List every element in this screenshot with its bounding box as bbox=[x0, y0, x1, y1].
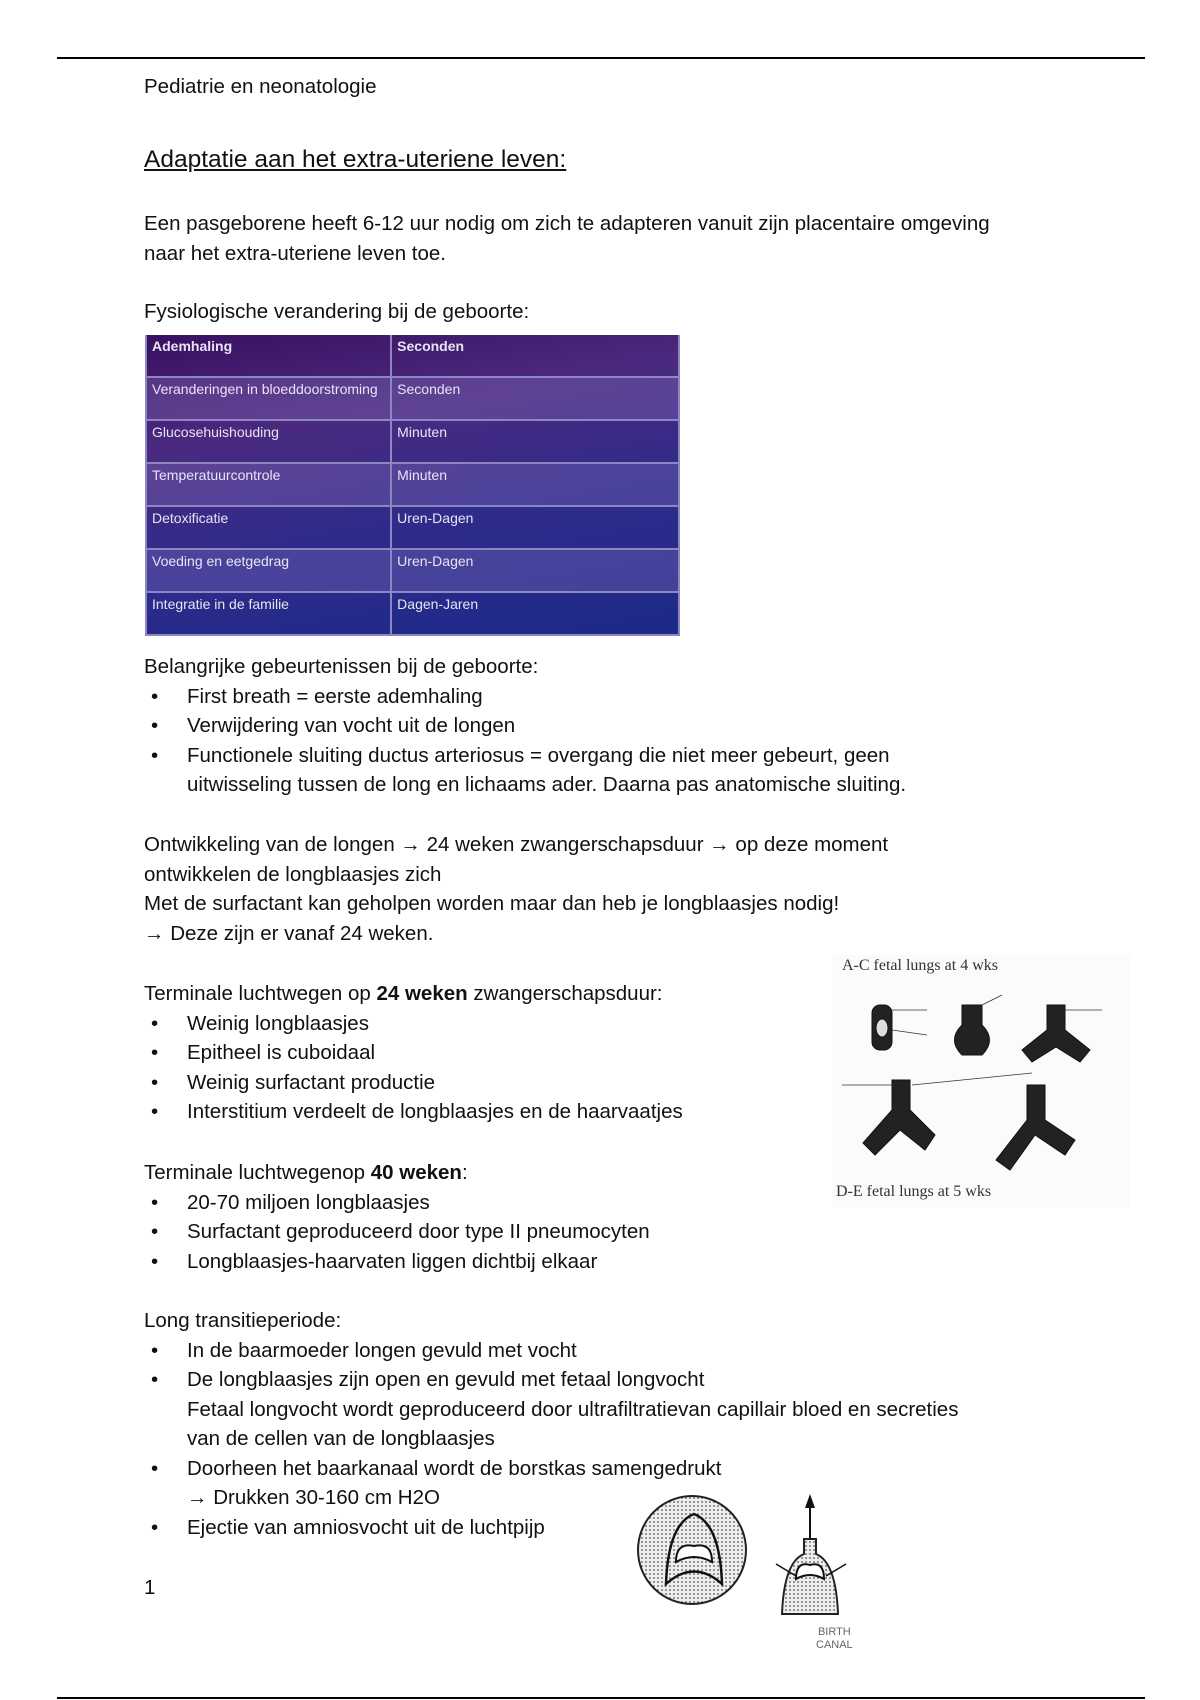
birth-canal-figure bbox=[636, 1484, 916, 1664]
intro-line: Een pasgeborene heeft 6-12 uur nodig om zich te adapteren vanuit zijn placentaire omgeving bbox=[144, 212, 990, 235]
text: Terminale luchtwegen op bbox=[144, 982, 377, 1005]
dev-line: ontwikkelen de longblaasjes zich bbox=[144, 862, 442, 886]
list-item: • Longblaasjes-haarvaten liggen dichtbij elkaar bbox=[144, 1247, 650, 1277]
figure-caption: A-C fetal lungs at 4 wks bbox=[842, 957, 998, 974]
text-bold: 24 weken bbox=[376, 982, 468, 1005]
events-section bbox=[144, 652, 906, 800]
fetal-lungs-drawing bbox=[832, 955, 1130, 1207]
list-item: • In de baarmoeder longen gevuld met vocht bbox=[144, 1336, 958, 1366]
text-bold: 40 weken bbox=[370, 1161, 462, 1184]
birth-canal-label bbox=[816, 1626, 853, 1652]
text: : bbox=[461, 1161, 468, 1184]
section-label: Belangrijke gebeurtenissen bij de geboorte: bbox=[144, 655, 539, 678]
list-item: • Functionele sluiting ductus arteriosus = overgang die niet meer gebeurt, geen bbox=[144, 741, 906, 771]
figure-caption: D-E fetal lungs at 5 wks bbox=[836, 1183, 992, 1200]
table-row bbox=[146, 335, 679, 377]
table-row bbox=[146, 463, 679, 506]
footer-rule bbox=[57, 1697, 1145, 1699]
page-title: Adaptatie aan het extra-uteriene leven: bbox=[144, 146, 567, 173]
arrow-icon: → bbox=[144, 921, 165, 945]
duration-cell: Dagen-Jaren bbox=[391, 592, 679, 635]
arrow-icon: → bbox=[400, 833, 421, 856]
dev-line bbox=[144, 830, 888, 860]
fetal-lungs-figure bbox=[832, 955, 1130, 1207]
text: Ontwikkeling van de longen bbox=[144, 833, 401, 856]
week24-section bbox=[144, 979, 683, 1127]
duration-cell: Uren-Dagen bbox=[391, 549, 679, 592]
text: Deze zijn er vanaf 24 weken. bbox=[164, 921, 434, 945]
list-item: • Weinig surfactant productie bbox=[144, 1068, 683, 1098]
lungs-compression-drawing bbox=[636, 1484, 916, 1664]
list-item: • Doorheen het baarkanaal wordt de borstkas samengedrukt bbox=[144, 1454, 958, 1484]
label-line: CANAL bbox=[816, 1639, 853, 1651]
timeline-table bbox=[145, 335, 680, 636]
list-item: • Interstitium verdeelt de longblaasjes en de haarvaatjes bbox=[144, 1097, 683, 1127]
arrow-icon: → bbox=[709, 833, 730, 856]
list-item: • Epitheel is cuboidaal bbox=[144, 1038, 683, 1068]
duration-cell: Uren-Dagen bbox=[391, 506, 679, 549]
dev-line bbox=[144, 919, 888, 949]
duration-cell: Seconden bbox=[391, 335, 679, 377]
table-row bbox=[146, 506, 679, 549]
list-item: • De longblaasjes zijn open en gevuld met fetaal longvocht bbox=[144, 1365, 958, 1395]
text: zwangerschapsduur: bbox=[467, 982, 663, 1005]
list-item: • 20-70 miljoen longblaasjes bbox=[144, 1188, 650, 1218]
table-row bbox=[146, 377, 679, 420]
page-header: Pediatrie en neonatologie bbox=[144, 75, 377, 98]
text: 24 weken zwangerschapsduur bbox=[420, 833, 710, 856]
table-row bbox=[146, 420, 679, 463]
development-section bbox=[144, 830, 888, 948]
section-label: Fysiologische verandering bij de geboorte: bbox=[144, 300, 530, 323]
list-item: • Weinig longblaasjes bbox=[144, 1009, 683, 1039]
duration-cell: Minuten bbox=[391, 420, 679, 463]
list-item: • Verwijdering van vocht uit de longen bbox=[144, 711, 906, 741]
section-label bbox=[144, 979, 683, 1009]
week40-section bbox=[144, 1158, 650, 1276]
duration-cell: Seconden bbox=[391, 377, 679, 420]
list-item: • First breath = eerste ademhaling bbox=[144, 682, 906, 712]
list-item: • Surfactant geproduceerd door type II pneumocyten bbox=[144, 1217, 650, 1247]
process-cell: Veranderingen in bloeddoorstroming bbox=[146, 377, 391, 420]
dev-line: Met de surfactant kan geholpen worden maar dan heb je longblaasjes nodig! bbox=[144, 892, 840, 915]
list-item: • Ejectie van amniosvocht uit de luchtpijp bbox=[144, 1513, 958, 1543]
process-cell: Temperatuurcontrole bbox=[146, 463, 391, 506]
arrow-icon: → bbox=[187, 1486, 208, 1509]
process-cell: Voeding en eetgedrag bbox=[146, 549, 391, 592]
intro-paragraph bbox=[144, 209, 990, 268]
text: Drukken 30-160 cm H2O bbox=[207, 1486, 440, 1509]
table-row bbox=[146, 549, 679, 592]
section-label: Long transitieperiode: bbox=[144, 1309, 342, 1332]
header-rule bbox=[57, 57, 1145, 59]
process-cell: Detoxificatie bbox=[146, 506, 391, 549]
process-cell: Integratie in de familie bbox=[146, 592, 391, 635]
intro-line: naar het extra-uteriene leven toe. bbox=[144, 241, 446, 265]
list-item-continuation: van de cellen van de longblaasjes bbox=[187, 1427, 495, 1450]
duration-cell: Minuten bbox=[391, 463, 679, 506]
process-cell: Ademhaling bbox=[146, 335, 391, 377]
page-number: 1 bbox=[144, 1576, 156, 1599]
label-line: BIRTH bbox=[817, 1626, 851, 1638]
table-row bbox=[146, 592, 679, 635]
text: Terminale luchtwegenop bbox=[144, 1161, 371, 1184]
text: op deze moment bbox=[729, 833, 889, 856]
list-item-continuation: uitwisseling tussen de long en lichaams ader. Daarna pas anatomische sluiting. bbox=[187, 773, 907, 796]
list-item-continuation: Fetaal longvocht wordt geproduceerd door ultrafiltratievan capillair bloed en secreties bbox=[187, 1397, 959, 1421]
process-cell: Glucosehuishouding bbox=[146, 420, 391, 463]
section-label bbox=[144, 1158, 650, 1188]
